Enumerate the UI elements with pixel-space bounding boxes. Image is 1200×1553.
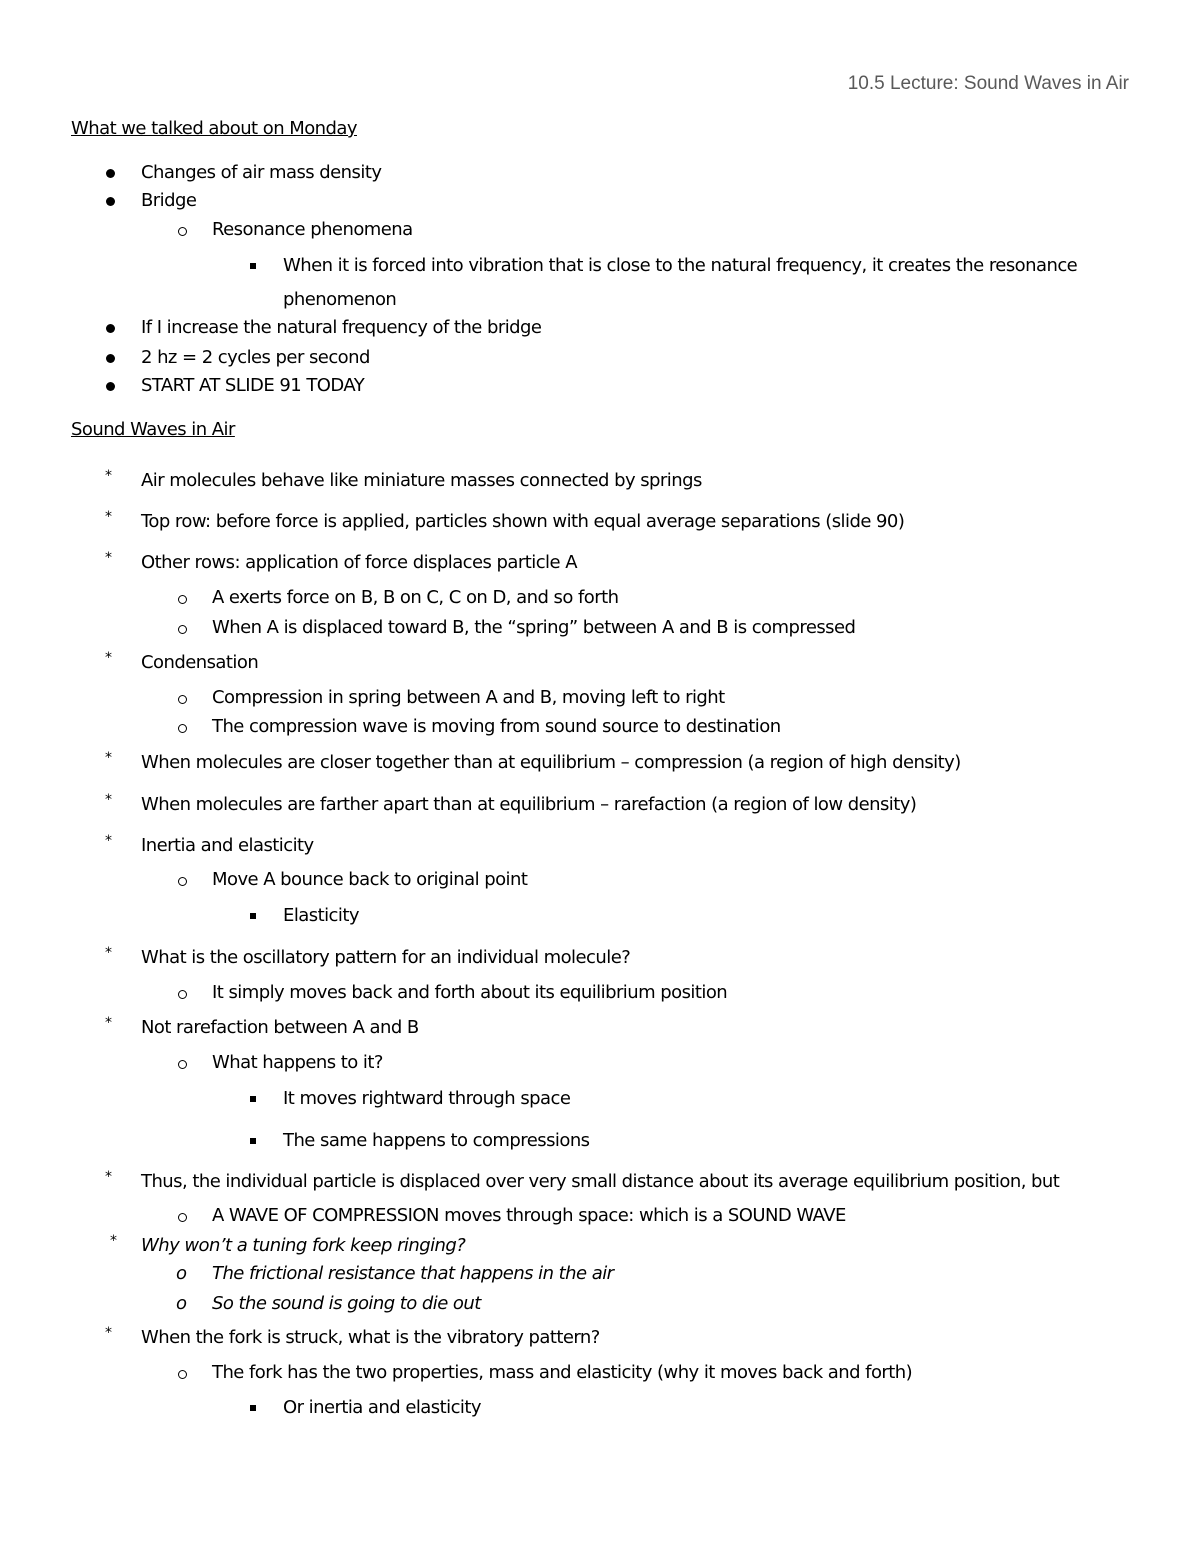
bullet-circle-icon [178,1370,187,1379]
bullet-circle-icon [178,625,187,634]
bullet-square-icon [250,913,256,919]
bullet-square-icon [250,1138,256,1144]
bullet-square-icon [250,1096,256,1102]
bullet-circle-icon: o [176,1263,187,1284]
bullet-star-icon: * [105,509,112,525]
bullet-circle-icon [178,595,187,604]
bullet-circle-icon [178,227,187,236]
bullet-star-icon: * [105,650,112,666]
section-heading-monday: What we talked about on Monday [71,118,357,139]
bullet-star-icon: * [105,750,112,766]
bullet-star-icon: * [105,792,112,808]
bullet-circle-icon [178,1060,187,1069]
bullet-star-icon: * [105,833,112,849]
bullet-star-icon: * [105,945,112,961]
bullet-square-icon [250,1405,256,1411]
bullet-dot-icon [106,197,115,206]
bullet-star-icon: * [110,1233,117,1249]
bullet-circle-icon [178,695,187,704]
bullet-circle-icon: o [176,1293,187,1314]
bullet-dot-icon [106,354,115,363]
list-item-continuation: phenomenon [283,289,397,310]
bullet-square-icon [250,263,256,269]
page-header-title: 10.5 Lecture: Sound Waves in Air [847,73,1129,94]
bullet-dot-icon [106,324,115,333]
bullet-dot-icon [106,169,115,178]
bullet-circle-icon [178,724,187,733]
bullet-star-icon: * [105,1015,112,1031]
bullet-circle-icon [178,1213,187,1222]
bullet-circle-icon [178,990,187,999]
bullet-circle-icon [178,877,187,886]
section-heading-sound-waves: Sound Waves in Air [71,419,235,440]
bullet-star-icon: * [105,550,112,566]
bullet-dot-icon [106,382,115,391]
bullet-star-icon: * [105,1169,112,1185]
bullet-star-icon: * [105,468,112,484]
bullet-star-icon: * [105,1325,112,1341]
